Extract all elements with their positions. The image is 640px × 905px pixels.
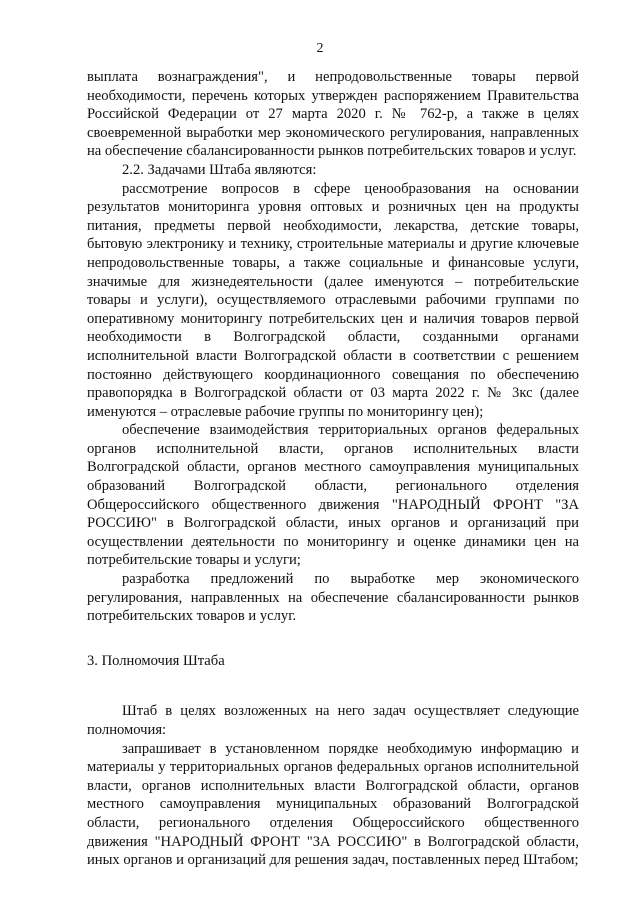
paragraph-task-interaction: обеспечение взаимодействия территориальных органов федеральных органов исполнительной власти, органов исполнительных власти Волгоградской области, органов местного самоуправления муниципальных образований Волгоградской области, регионального отделения Общероссийского общественного движения "НАРОДНЫЙ ФРОНТ "ЗА РОССИЮ" в Волгоградской области, иных органов и организаций при осуществлении деятельности по мониторингу и оценке динамики цен на потребительские товары и услуги; [87,422,579,569]
paragraph-task-proposals: разработка предложений по выработке мер экономического регулирования, направленных на обеспечение сбалансированности рынков потребительских товаров и услуг. [87,571,579,625]
document-body [87,68,579,870]
paragraph-task-pricing: рассмотрение вопросов в сфере ценообразования на основании результатов мониторинга уровня оптовых и розничных цен на продукты питания, предметы первой необходимости, лекарства, детские товары, бытовую электронику и технику, строительные материалы и другие ключевые непродовольственные товары, а также социальные и финансовые услуги, значимые для жизнедеятельности (далее именуются – потребительские товары и услуги), осуществляемого отраслевыми рабочими группами по оперативному мониторингу потребительских цен и наличия товаров первой необходимости в Волгоградской области, созданными органами исполнительной власти Волгоградской области в соответствии с решением постоянно действующего координационного совещания по обеспечению правопорядка в Волгоградской области от 03 марта 2022 г. № 3кс (далее именуются – отраслевые рабочие группы по мониторингу цен); [87,180,579,420]
section-heading: 3. Полномочия Штаба [87,652,225,669]
paragraph-tasks-intro: 2.2. Задачами Штаба являются: [122,161,317,178]
page-number: 2 [316,41,324,56]
paragraph-power-requests: запрашивает в установленном порядке необходимую информацию и материалы у территориальных органов федеральных органов исполнительной власти, органов исполнительных власти Волгоградской области, органов местного самоуправления муниципальных образований Волгоградской области, регионального отделения Общероссийского общественного движения "НАРОДНЫЙ ФРОНТ "ЗА РОССИЮ" в Волгоградской области, иных органов и организаций для решения задач, поставленных перед Штабом; [87,740,579,869]
paragraph-continuation: выплата вознаграждения", и непродовольственные товары первой необходимости, перечень которых утвержден распоряжением Правительства Российской Федерации от 27 марта 2020 г. № 762-р, а также в целях своевременной выработки мер экономического регулирования, направленных на обеспечение сбалансированности рынков потребительских товаров и услуг. [87,69,579,160]
paragraph-powers-intro: Штаб в целях возложенных на него задач осуществляет следующие полномочия: [87,703,579,738]
